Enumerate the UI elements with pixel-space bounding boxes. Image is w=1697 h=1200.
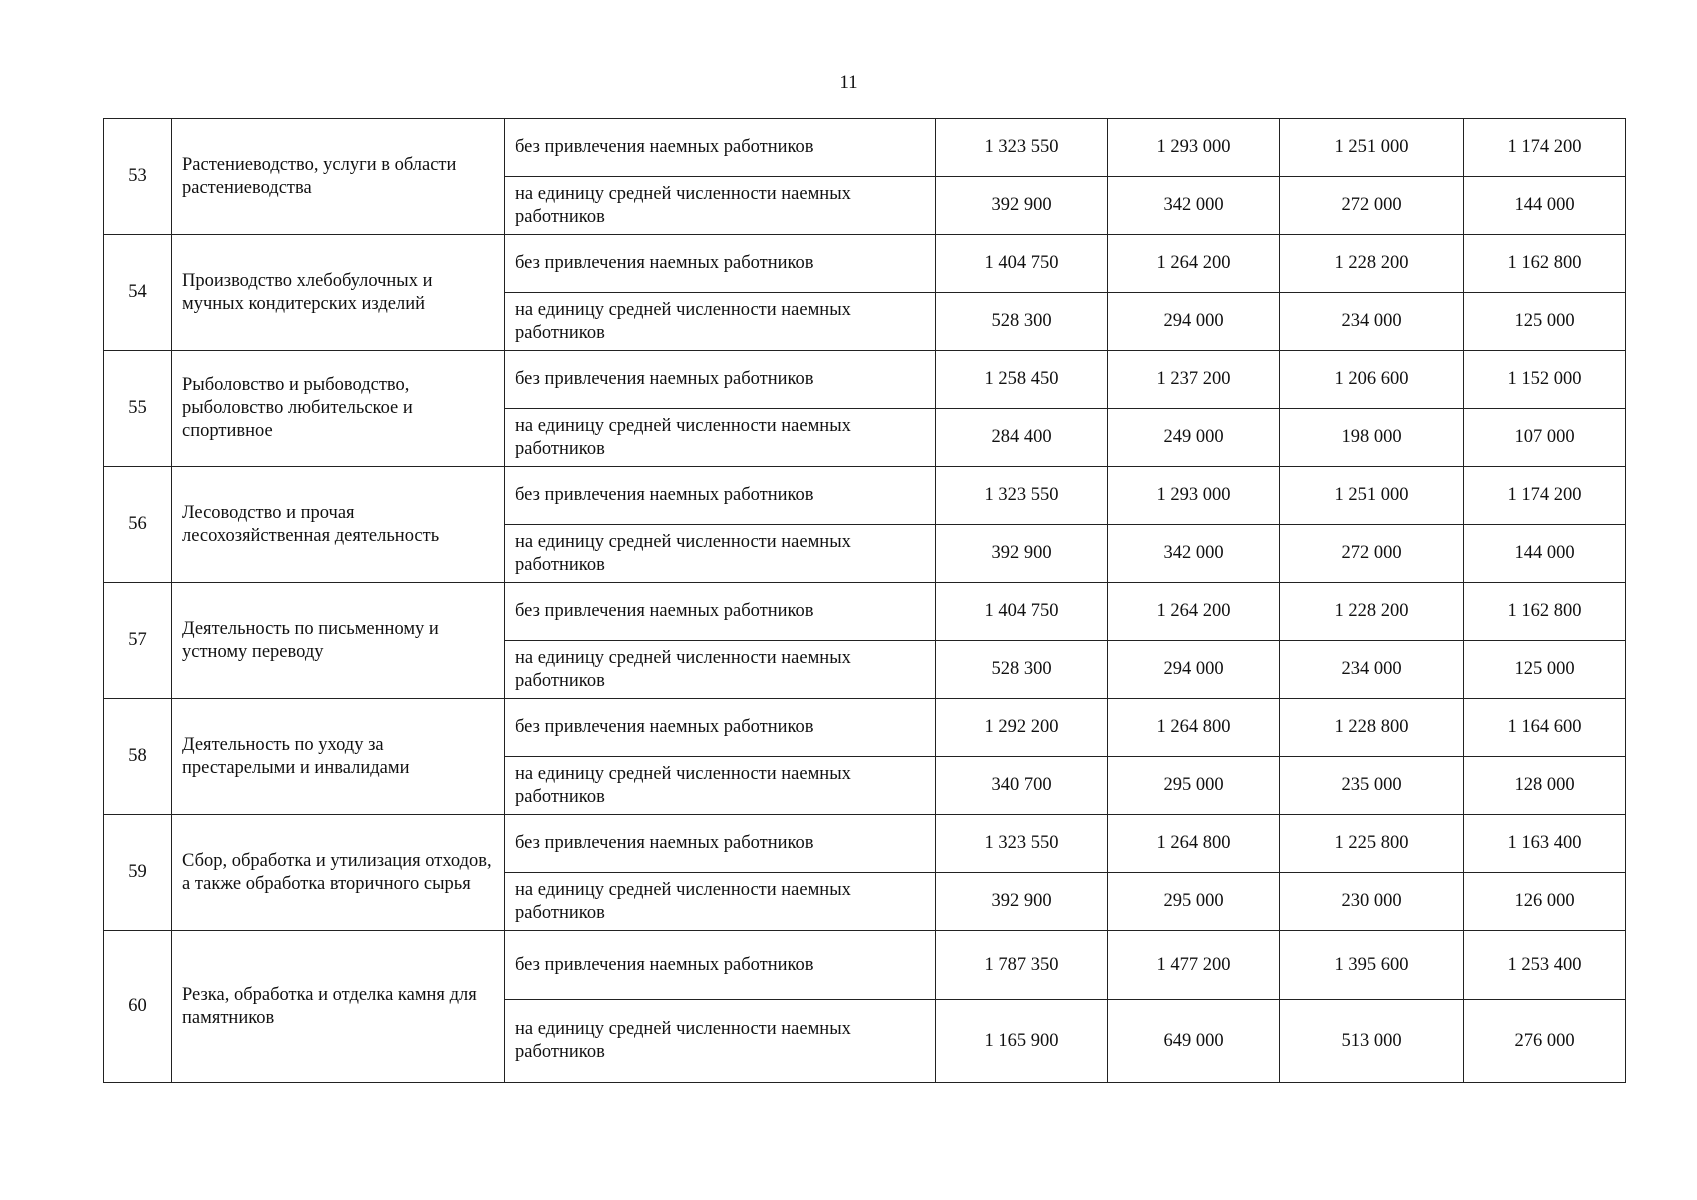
value-cell: 392 900: [936, 525, 1108, 583]
table-row: [104, 467, 1626, 525]
activity-name: Деятельность по письменному и устному переводу: [172, 583, 505, 699]
value-cell: 1 237 200: [1108, 351, 1280, 409]
table-row: [104, 351, 1626, 409]
value-cell: 272 000: [1280, 177, 1464, 235]
value-cell: 342 000: [1108, 177, 1280, 235]
value-cell: 1 251 000: [1280, 467, 1464, 525]
value-cell: 1 228 200: [1280, 583, 1464, 641]
value-cell: 1 174 200: [1464, 119, 1626, 177]
condition-cell: без привлечения наемных работников: [505, 351, 936, 409]
value-cell: 1 404 750: [936, 583, 1108, 641]
value-cell: 1 293 000: [1108, 467, 1280, 525]
value-cell: 528 300: [936, 293, 1108, 351]
condition-cell: на единицу средней численности наемных работников: [505, 1000, 936, 1083]
value-cell: 230 000: [1280, 873, 1464, 931]
value-cell: 1 174 200: [1464, 467, 1626, 525]
value-cell: 1 258 450: [936, 351, 1108, 409]
condition-cell: на единицу средней численности наемных работников: [505, 177, 936, 235]
value-cell: 1 323 550: [936, 119, 1108, 177]
row-number: 57: [104, 583, 172, 699]
condition-cell: без привлечения наемных работников: [505, 815, 936, 873]
condition-cell: на единицу средней численности наемных работников: [505, 641, 936, 699]
value-cell: 1 264 200: [1108, 235, 1280, 293]
value-cell: 235 000: [1280, 757, 1464, 815]
value-cell: 1 251 000: [1280, 119, 1464, 177]
row-number: 59: [104, 815, 172, 931]
value-cell: 128 000: [1464, 757, 1626, 815]
value-cell: 1 165 900: [936, 1000, 1108, 1083]
value-cell: 234 000: [1280, 641, 1464, 699]
value-cell: 1 292 200: [936, 699, 1108, 757]
value-cell: 1 164 600: [1464, 699, 1626, 757]
activity-name: Лесоводство и прочая лесохозяйственная деятельность: [172, 467, 505, 583]
condition-cell: на единицу средней численности наемных работников: [505, 873, 936, 931]
table-row: [104, 815, 1626, 873]
value-cell: 295 000: [1108, 873, 1280, 931]
activity-name: Сбор, обработка и утилизация отходов, а также обработка вторичного сырья: [172, 815, 505, 931]
condition-cell: без привлечения наемных работников: [505, 931, 936, 1000]
value-cell: 649 000: [1108, 1000, 1280, 1083]
value-cell: 1 264 200: [1108, 583, 1280, 641]
value-cell: 1 264 800: [1108, 815, 1280, 873]
activity-name: Деятельность по уходу за престарелыми и инвалидами: [172, 699, 505, 815]
table-row: [104, 583, 1626, 641]
table-row: [104, 119, 1626, 177]
value-cell: 1 787 350: [936, 931, 1108, 1000]
value-cell: 1 163 400: [1464, 815, 1626, 873]
value-cell: 1 404 750: [936, 235, 1108, 293]
value-cell: 125 000: [1464, 641, 1626, 699]
value-cell: 1 162 800: [1464, 235, 1626, 293]
row-number: 55: [104, 351, 172, 467]
row-number: 58: [104, 699, 172, 815]
page-number: 11: [839, 72, 858, 93]
condition-cell: без привлечения наемных работников: [505, 583, 936, 641]
condition-cell: на единицу средней численности наемных работников: [505, 757, 936, 815]
value-cell: 340 700: [936, 757, 1108, 815]
value-cell: 1 152 000: [1464, 351, 1626, 409]
row-number: 56: [104, 467, 172, 583]
condition-cell: без привлечения наемных работников: [505, 467, 936, 525]
value-cell: 392 900: [936, 873, 1108, 931]
value-cell: 234 000: [1280, 293, 1464, 351]
table-row: [104, 235, 1626, 293]
value-cell: 1 293 000: [1108, 119, 1280, 177]
value-cell: 294 000: [1108, 641, 1280, 699]
value-cell: 1 264 800: [1108, 699, 1280, 757]
value-cell: 125 000: [1464, 293, 1626, 351]
value-cell: 284 400: [936, 409, 1108, 467]
value-cell: 528 300: [936, 641, 1108, 699]
activity-name: Производство хлебобулочных и мучных кондитерских изделий: [172, 235, 505, 351]
row-number: 60: [104, 931, 172, 1083]
activity-name: Резка, обработка и отделка камня для памятников: [172, 931, 505, 1083]
value-cell: 1 253 400: [1464, 931, 1626, 1000]
row-number: 53: [104, 119, 172, 235]
value-cell: 1 477 200: [1108, 931, 1280, 1000]
value-cell: 1 323 550: [936, 467, 1108, 525]
condition-cell: без привлечения наемных работников: [505, 119, 936, 177]
value-cell: 392 900: [936, 177, 1108, 235]
value-cell: 513 000: [1280, 1000, 1464, 1083]
value-cell: 1 162 800: [1464, 583, 1626, 641]
table-row: [104, 699, 1626, 757]
table-row: [104, 931, 1626, 1000]
value-cell: 126 000: [1464, 873, 1626, 931]
table-body: [104, 119, 1626, 1083]
tax-rates-table: [103, 118, 1626, 1083]
value-cell: 144 000: [1464, 177, 1626, 235]
value-cell: 1 225 800: [1280, 815, 1464, 873]
condition-cell: на единицу средней численности наемных работников: [505, 293, 936, 351]
value-cell: 276 000: [1464, 1000, 1626, 1083]
row-number: 54: [104, 235, 172, 351]
value-cell: 249 000: [1108, 409, 1280, 467]
value-cell: 1 228 200: [1280, 235, 1464, 293]
condition-cell: без привлечения наемных работников: [505, 699, 936, 757]
value-cell: 198 000: [1280, 409, 1464, 467]
value-cell: 1 206 600: [1280, 351, 1464, 409]
activity-name: Растениеводство, услуги в области растениеводства: [172, 119, 505, 235]
value-cell: 342 000: [1108, 525, 1280, 583]
condition-cell: без привлечения наемных работников: [505, 235, 936, 293]
value-cell: 107 000: [1464, 409, 1626, 467]
value-cell: 1 395 600: [1280, 931, 1464, 1000]
value-cell: 1 323 550: [936, 815, 1108, 873]
value-cell: 294 000: [1108, 293, 1280, 351]
value-cell: 1 228 800: [1280, 699, 1464, 757]
condition-cell: на единицу средней численности наемных работников: [505, 525, 936, 583]
activity-name: Рыболовство и рыбоводство, рыболовство любительское и спортивное: [172, 351, 505, 467]
value-cell: 144 000: [1464, 525, 1626, 583]
value-cell: 295 000: [1108, 757, 1280, 815]
value-cell: 272 000: [1280, 525, 1464, 583]
condition-cell: на единицу средней численности наемных работников: [505, 409, 936, 467]
